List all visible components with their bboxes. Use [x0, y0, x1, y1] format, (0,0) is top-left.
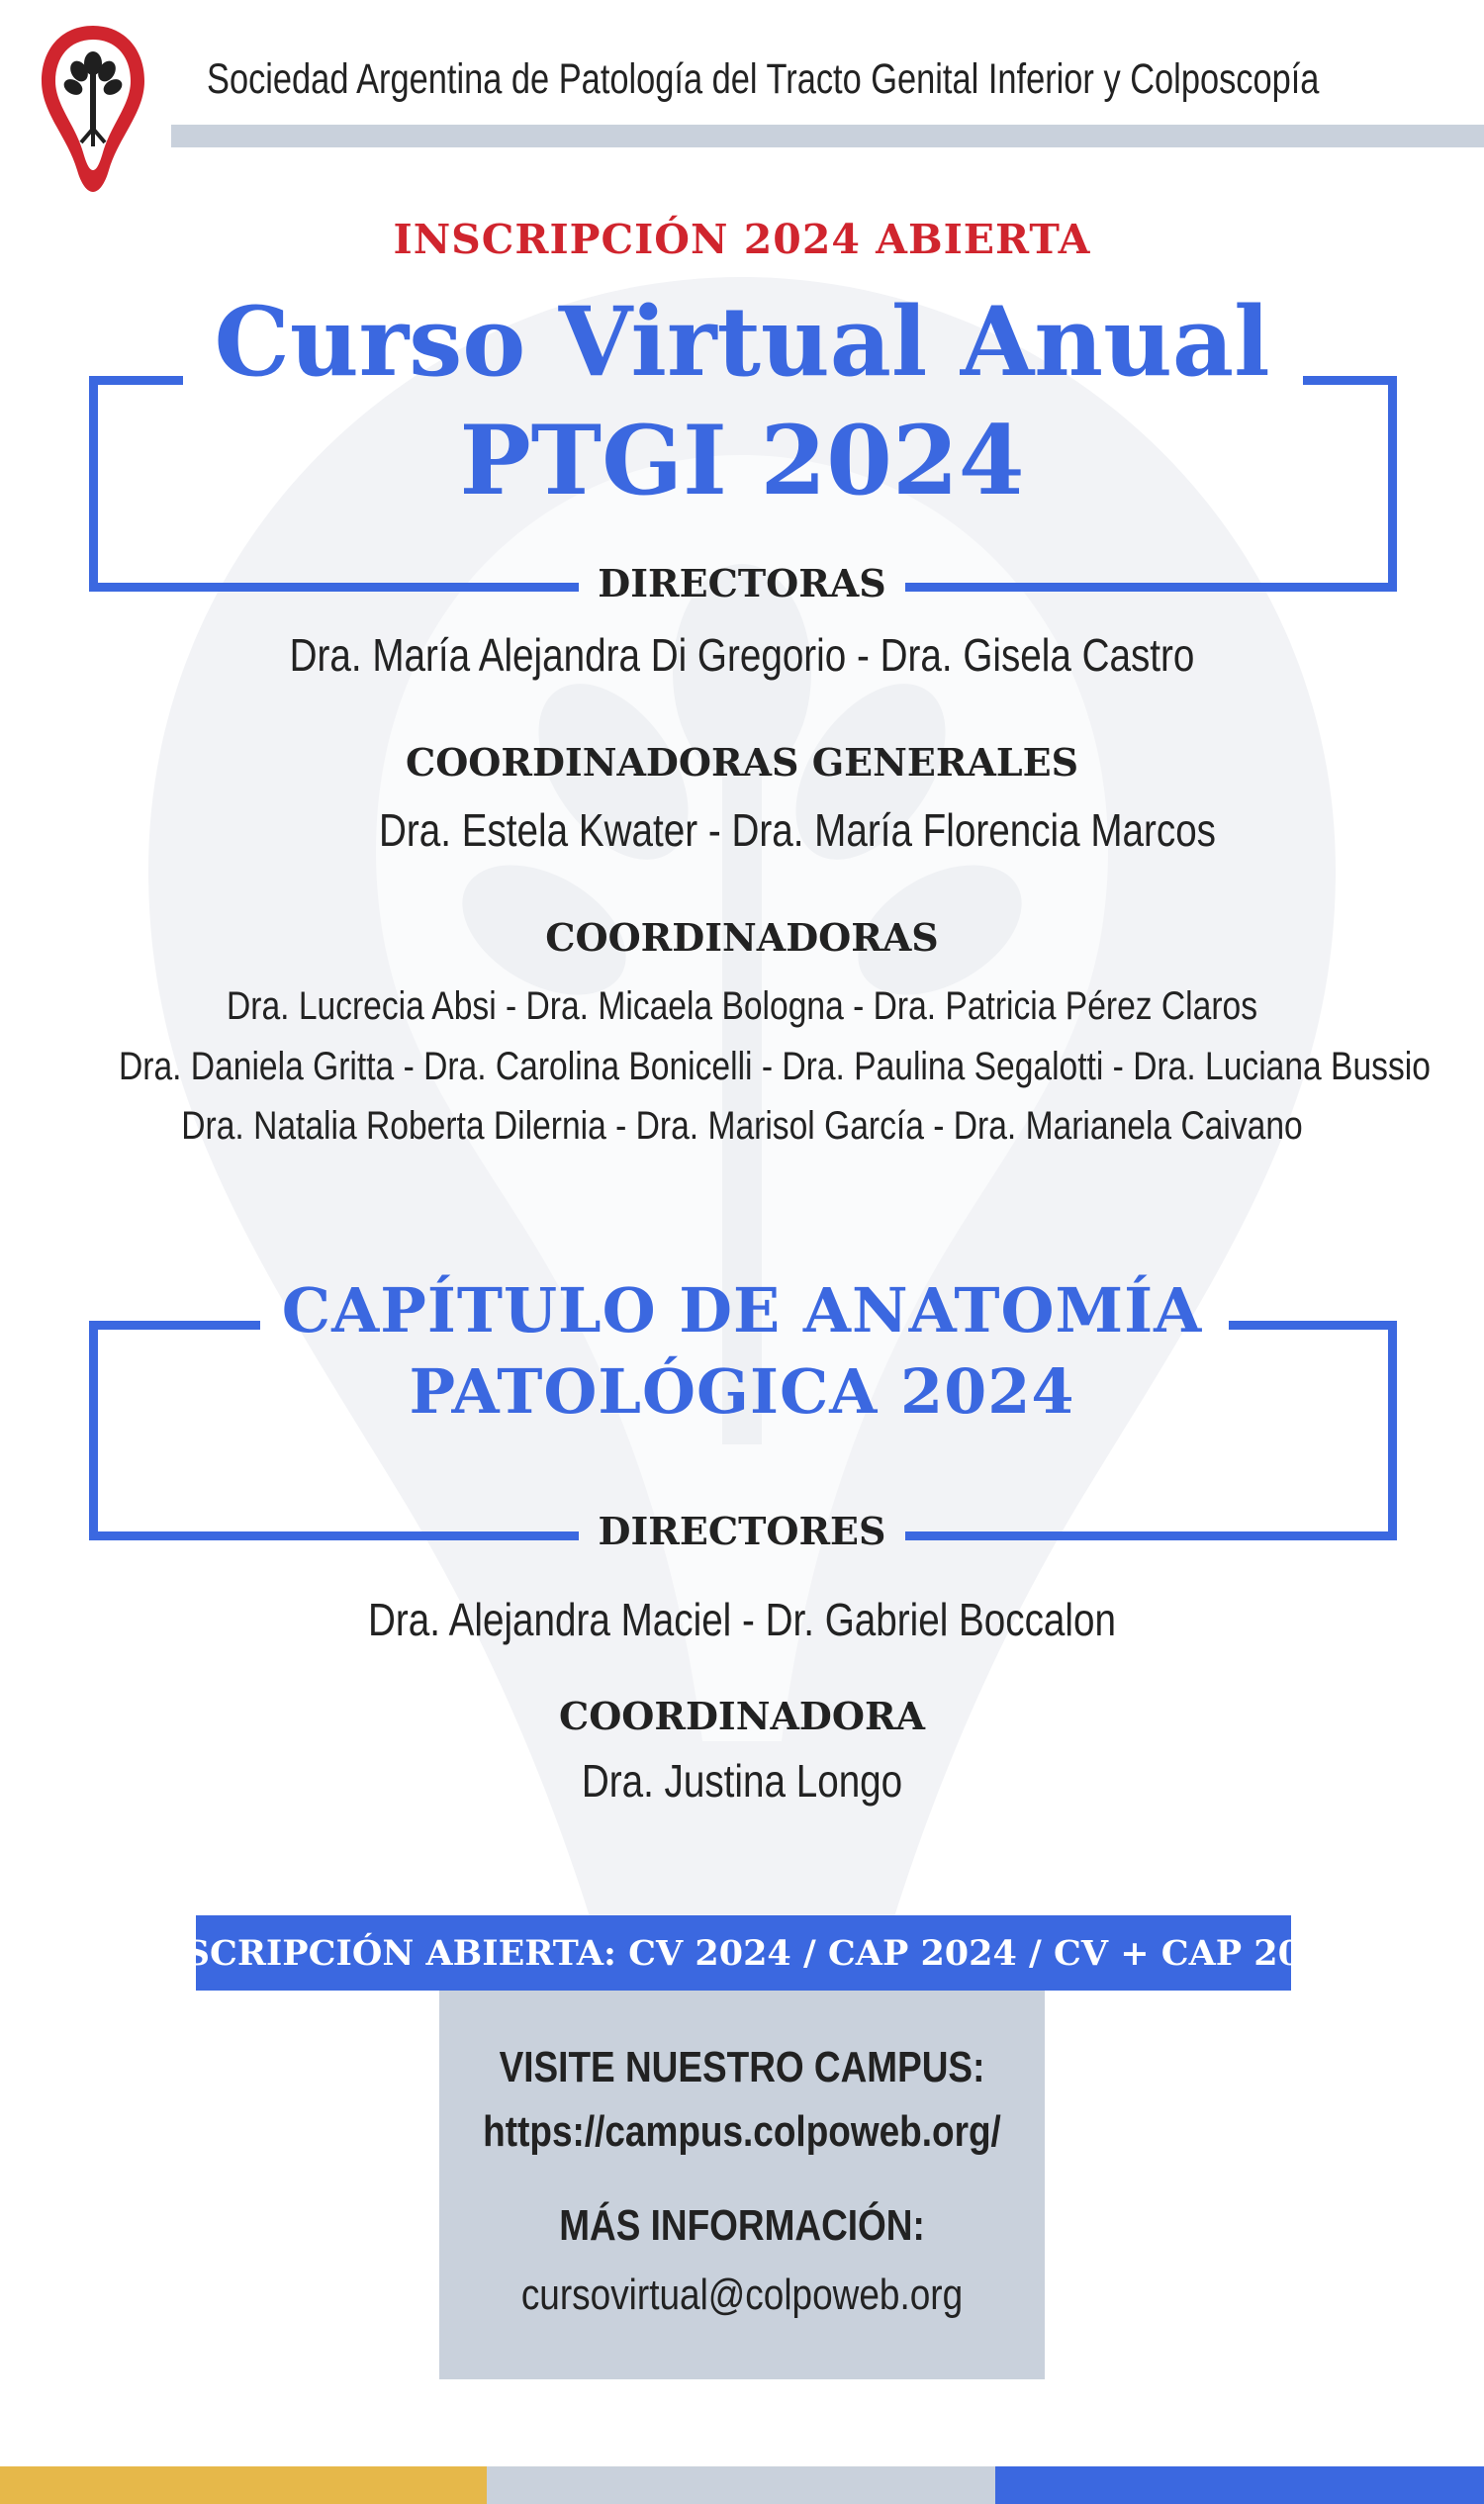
registration-kicker: INSCRIPCIÓN 2024 ABIERTA: [393, 216, 1091, 263]
directors-label: DIRECTORAS: [598, 561, 886, 605]
header-rule: [171, 125, 1484, 147]
footer-bar-gray: [487, 2466, 995, 2504]
footer-bar-blue: [995, 2466, 1484, 2504]
bracket-left-chapter: [89, 1321, 260, 1540]
coordinators-line-2: Dra. Daniela Gritta - Dra. Carolina Bonicelli - Dra. Paulina Segalotti - Dra. Luciana Bussio: [119, 1045, 1431, 1088]
contact-email[interactable]: cursovirtual@colpoweb.org: [520, 2271, 964, 2319]
campus-label: VISITE NUESTRO CAMPUS:: [499, 2043, 985, 2091]
registration-banner: INSCRIPCIÓN ABIERTA: CV 2024 / CAP 2024 / CV + CAP 2024: [196, 1915, 1291, 1991]
chapter-coordinator-label: COORDINADORA: [558, 1694, 926, 1738]
bracket-right-chapter: [1229, 1321, 1397, 1540]
campus-link[interactable]: https://campus.colpoweb.org/: [483, 2107, 1001, 2156]
course-title-line2: PTGI 2024: [459, 405, 1025, 516]
directors-names: Dra. María Alejandra Di Gregorio - Dra. Gisela Castro: [289, 629, 1195, 681]
chapter-coordinator-name: Dra. Justina Longo: [581, 1755, 903, 1807]
chapter-directors-names: Dra. Alejandra Maciel - Dr. Gabriel Boccalon: [368, 1594, 1116, 1645]
coordinators-line-1: Dra. Lucrecia Absi - Dra. Micaela Bologna - Dra. Patricia Pérez Claros: [227, 984, 1257, 1028]
course-title-line1: Curso Virtual Anual: [214, 286, 1270, 398]
coordinators-label: COORDINADORAS: [545, 915, 939, 960]
more-info-label: MÁS INFORMACIÓN:: [559, 2201, 925, 2250]
chapter-title-line2: PATOLÓGICA 2024: [409, 1355, 1075, 1428]
general-coordinators-names: Dra. Estela Kwater - Dra. María Florencia Marcos: [378, 804, 1217, 856]
organization-name: Sociedad Argentina de Patología del Tracto Genital Inferior y Colposcopía: [207, 55, 1320, 103]
society-logo: [38, 22, 148, 196]
general-coordinators-label: COORDINADORAS GENERALES: [405, 740, 1079, 785]
chapter-title-line1: CAPÍTULO DE ANATOMÍA: [281, 1274, 1203, 1346]
footer-bar-gold: [0, 2466, 487, 2504]
coordinators-line-3: Dra. Natalia Roberta Dilernia - Dra. Marisol García - Dra. Marianela Caivano: [181, 1104, 1303, 1148]
chapter-directors-label: DIRECTORES: [598, 1509, 886, 1553]
